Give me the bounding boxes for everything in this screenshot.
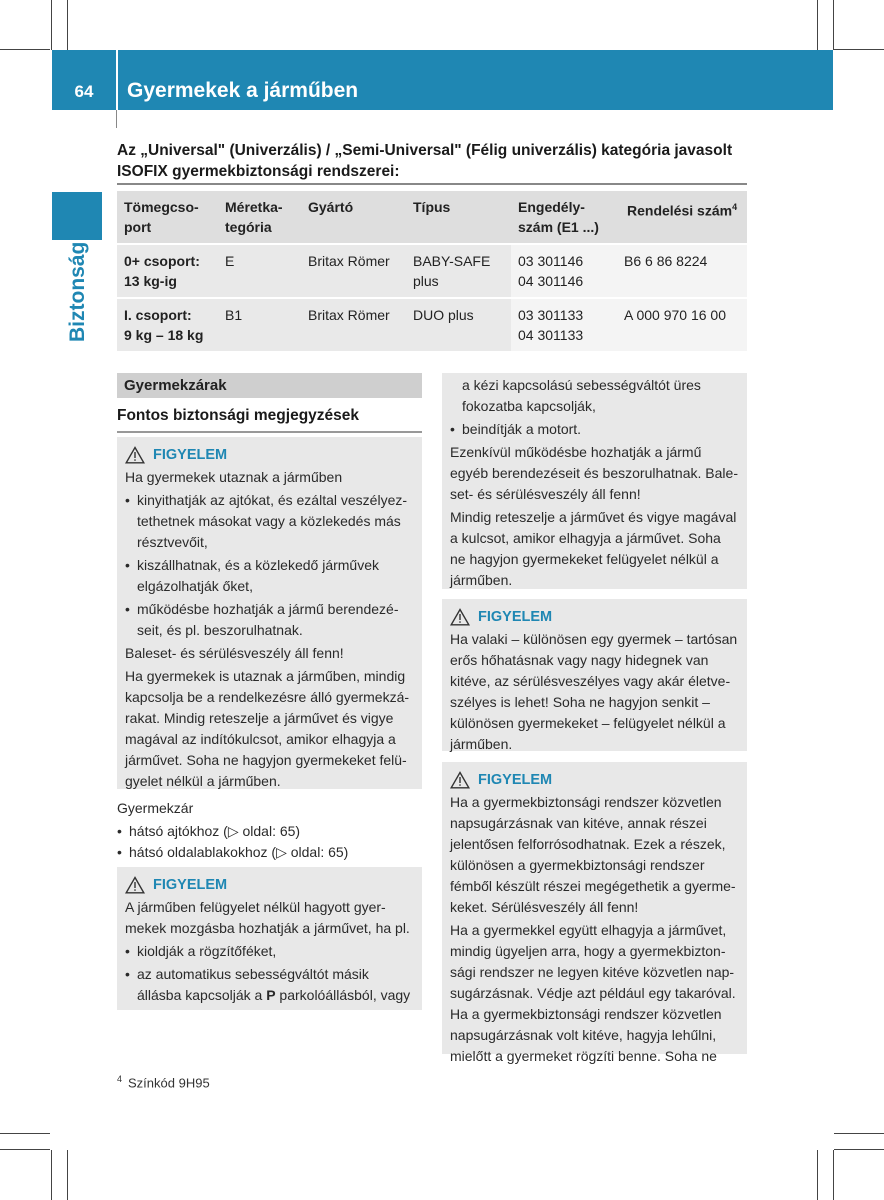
bullet-dot: • — [117, 844, 122, 860]
header-divider — [116, 50, 118, 110]
cell-line: 0+ csoport: — [124, 253, 200, 269]
bullet-dot: • — [125, 557, 130, 573]
page-link[interactable]: hátsó ajtókhoz (▷ oldal: 65) — [129, 823, 301, 839]
footnote-text: Színkód 9H95 — [128, 1075, 210, 1091]
bullet-text: kiszállhatnak, és a közlekedő járművek elgázolhatják őket, — [137, 557, 380, 594]
table-row — [117, 298, 747, 351]
subheading: Fontos biztonsági megjegyzések — [117, 407, 360, 424]
table-cell — [511, 298, 617, 351]
column-header — [617, 191, 747, 244]
warning-text: Ezenkívül működésbe hozhatják a jármű egyéb berendezéseit és beszorulhatnak. Baleset- és sérülésveszély áll fenn! — [450, 444, 738, 502]
bullet-text-part: az automatikus sebességváltót másik állásba kapcsolják a — [137, 966, 369, 1003]
side-tab-marker — [52, 192, 102, 240]
table-cell — [117, 244, 218, 298]
table-cell: BABY-SAFE plus — [406, 244, 511, 298]
warning-title-text: FIGYELEM — [153, 446, 228, 463]
bullet-item — [450, 419, 739, 440]
section-title-bar: Gyermekzárak — [117, 373, 422, 398]
gear-position-p: P — [266, 987, 276, 1003]
warning-triangle-icon — [450, 771, 470, 789]
page-link[interactable]: hátsó oldalablakokhoz (▷ oldal: 65) — [129, 844, 349, 860]
footnote-mark: 4 — [117, 1074, 123, 1084]
crop-mark — [834, 49, 884, 50]
bullet-text: kioldják a rögzítőféket, — [137, 943, 277, 959]
cell-line: 13 kg-ig — [124, 273, 177, 289]
warning-text: Ha gyermekek is utaznak a járműben, mindig kapcsolja be a rendelkezésre álló gyermekzárakat. Mindig reteszelje a járművet és vigye magával az indítókulcsot, amikor elhagyja a járművet. Soha ne hagyjon gyermekeket felügyelet nélkül a járműben. — [125, 668, 410, 789]
warning-box-continued — [442, 373, 747, 589]
footnote-ref: 4 — [732, 202, 738, 212]
crop-mark — [833, 0, 834, 50]
cell-line: 04 301133 — [518, 327, 584, 343]
table-row — [117, 244, 747, 298]
child-seat-table — [117, 191, 747, 351]
crop-mark — [0, 1133, 50, 1134]
childlock-label: Gyermekzár — [117, 800, 194, 816]
table-cell: Britax Römer — [301, 244, 406, 298]
column-header: Gyártó — [301, 191, 406, 244]
warning-text: Ha a gyermekkel együtt elhagyja a járművet, mindig ügyeljen arra, hogy a gyermekbiztonsági rendszer ne legyen kitéve közvetlen napsugárzásnak. Védje azt például egy takaróval. Ha a gyermekbiztonsági rendszer közvetlen napsugárzásnak volt kitéve, hagyja lehűlni, mielőtt a gyermeket rögzíti benne. Soha ne — [450, 922, 736, 1064]
table-cell: B6 6 86 8224 — [617, 244, 747, 298]
warning-text: Ha valaki – különösen egy gyermek – tartósan erős hőhatásnak vagy nagy hidegnek van kitéve, az sérülésveszélyes vagy akár életveszélyes is lehet! Soha ne hagyjon senkit – különösen gyermekeket – felügyelet nélkül a járműben. — [450, 631, 738, 752]
bullet-item — [125, 941, 414, 962]
warning-box — [117, 867, 422, 1010]
warning-box — [117, 437, 422, 789]
column-header: Tömegcsoport — [117, 191, 218, 244]
table-heading: Az „Universal" (Univerzális) / „Semi-Universal" (Félig univerzális) kategória javasolt ISOFIX gyermekbiztonsági rendszerei: — [117, 142, 733, 180]
warning-text: Mindig reteszelje a járművet és vigye magával a kulcsot, amikor elhagyja a járművet. Soha ne hagyjon gyermekeket felügyelet nélkül a járműben. — [450, 509, 737, 588]
heading-rule — [117, 183, 747, 185]
bullet-dot: • — [125, 601, 130, 617]
crop-mark — [817, 0, 818, 50]
cell-line: 03 301146 — [518, 253, 584, 269]
crop-mark — [0, 49, 50, 50]
bullet-item — [450, 375, 739, 417]
table-cell — [117, 298, 218, 351]
cell-line: I. csoport: — [124, 307, 192, 323]
warning-title — [125, 443, 414, 467]
warning-title-text: FIGYELEM — [478, 608, 553, 625]
warning-triangle-icon — [125, 876, 145, 894]
warning-title-text: FIGYELEM — [478, 771, 553, 788]
crop-mark — [833, 1150, 834, 1200]
bullet-item — [117, 821, 422, 842]
table-cell: B1 — [218, 298, 301, 351]
bullet-text: működésbe hozhatják a jármű berendezéseit, és pl. beszorulhatnak. — [137, 601, 399, 638]
bullet-dot: • — [450, 421, 455, 437]
crop-mark — [67, 0, 68, 50]
warning-text: Ha gyermekek utaznak a járműben — [125, 469, 343, 485]
warning-text: A járműben felügyelet nélkül hagyott gyermekek mozgásba hozhatják a járművet, ha pl. — [125, 899, 410, 936]
bullet-dot: • — [117, 823, 122, 839]
warning-title — [125, 873, 414, 897]
warning-text: Baleset- és sérülésveszély áll fenn! — [125, 645, 344, 661]
cell-line: 03 301133 — [518, 307, 584, 323]
column-header: Típus — [406, 191, 511, 244]
bullet-text: kinyithatják az ajtókat, és ezáltal veszélyeztethetnek másokat vagy a közlekedés más résztvevőit, — [137, 492, 408, 550]
bullet-text-part: parkolóállásból, vagy — [275, 987, 411, 1003]
warning-title — [450, 768, 739, 792]
warning-triangle-icon — [450, 608, 470, 626]
bullet-dot: • — [125, 966, 130, 982]
warning-title — [450, 605, 739, 629]
bullet-dot: • — [125, 492, 130, 508]
crop-mark — [51, 0, 52, 50]
childlock-list — [117, 798, 422, 863]
cell-line: 9 kg – 18 kg — [124, 327, 204, 343]
crop-mark — [817, 1150, 818, 1200]
bullet-item — [125, 964, 414, 1006]
crop-mark — [834, 1149, 884, 1150]
crop-mark — [834, 1133, 884, 1134]
bullet-text: beindítják a motort. — [462, 421, 582, 437]
column-header-text: Rendelési szám — [627, 202, 733, 219]
table-cell: DUO plus — [406, 298, 511, 351]
bullet-item — [125, 555, 414, 597]
bullet-dot — [450, 375, 462, 417]
table-cell: E — [218, 244, 301, 298]
footnote — [117, 1074, 210, 1090]
crop-mark — [67, 1150, 68, 1200]
page-title: Gyermekek a járműben — [127, 79, 359, 102]
cell-line: 04 301146 — [518, 273, 584, 289]
warning-box — [442, 762, 747, 1064]
bullet-item — [117, 842, 422, 863]
table-cell: A 000 970 16 00 — [617, 298, 747, 351]
table-cell — [511, 244, 617, 298]
column-header: Méretkategória — [218, 191, 301, 244]
warning-title-text: FIGYELEM — [153, 876, 228, 893]
table-header-row — [117, 191, 747, 244]
warning-box — [442, 599, 747, 751]
crop-mark — [51, 1150, 52, 1200]
crop-mark — [0, 1149, 50, 1150]
bullet-text: a kézi kapcsolású sebességváltót üres fokozatba kapcsolják, — [462, 377, 701, 414]
warning-triangle-icon — [125, 446, 145, 464]
subheading-rule — [117, 431, 422, 433]
warning-text: Ha a gyermekbiztonsági rendszer közvetlen napsugárzásnak van kitéve, annak részei jelentősen felforrósodhatnak. Ezek a részek, különösen a gyermekbiztonsági rendszer fémből készült részei megégethetik a gyermekeket. Sérülésveszély áll fenn! — [450, 794, 736, 915]
header-stem-line — [116, 110, 117, 128]
page-number: 64 — [74, 82, 94, 101]
bullet-text — [137, 964, 414, 1006]
bullet-item — [125, 490, 414, 553]
column-header: Engedélyszám (E1 ...) — [511, 191, 617, 244]
bullet-dot: • — [125, 943, 130, 959]
side-tab-label: Biztonság — [66, 241, 89, 342]
bullet-item — [125, 599, 414, 641]
table-cell: Britax Römer — [301, 298, 406, 351]
